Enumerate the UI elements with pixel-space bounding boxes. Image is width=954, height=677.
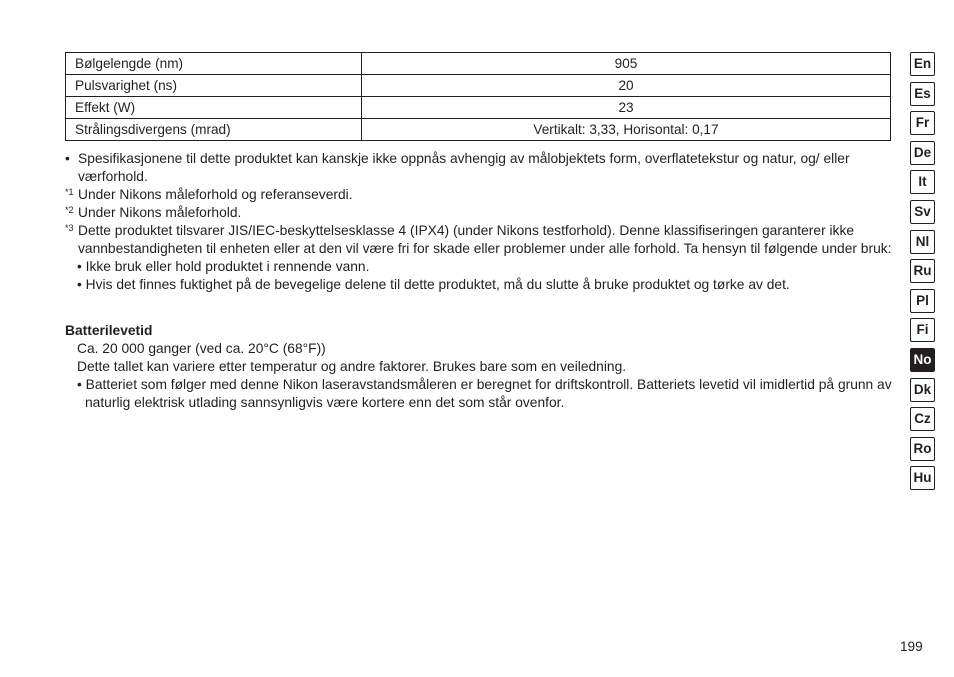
battery-heading: Batterilevetid [65, 323, 153, 338]
spec-value: 20 [362, 75, 891, 97]
footnote-3-sub-2: • Hvis det finnes fuktighet på de bevegelige delene til dette produktet, må du slutte å bruke produktet og tørke av det. [77, 277, 790, 292]
tab-es[interactable]: Es [910, 82, 935, 106]
footnote-1 [63, 186, 893, 204]
tab-ro[interactable]: Ro [910, 437, 935, 461]
footnote-mark: *3 [65, 223, 74, 233]
footnote-mark: *2 [65, 205, 74, 215]
spec-table [65, 52, 891, 141]
note-main [63, 150, 893, 186]
bullet-mark: • [65, 151, 70, 166]
footnote-2 [63, 204, 893, 222]
table-row [66, 53, 891, 75]
tab-ru[interactable]: Ru [910, 259, 935, 283]
spec-value: 23 [362, 97, 891, 119]
spec-label: Strålingsdivergens (mrad) [66, 119, 362, 141]
battery-section [65, 322, 895, 412]
battery-line-1: Ca. 20 000 ganger (ved ca. 20°C (68°F)) [77, 341, 326, 356]
footnote-text: Under Nikons måleforhold. [78, 205, 242, 220]
language-tabs [910, 52, 935, 496]
tab-pl[interactable]: Pl [910, 289, 935, 313]
page-number: 199 [900, 639, 923, 654]
table-row [66, 119, 891, 141]
footnote-3-sub-1: • Ikke bruk eller hold produktet i rennende vann. [77, 259, 370, 274]
tab-fi[interactable]: Fi [910, 318, 935, 342]
tab-fr[interactable]: Fr [910, 111, 935, 135]
tab-sv[interactable]: Sv [910, 200, 935, 224]
battery-bullet: • Batteriet som følger med denne Nikon laseravstandsmåleren er beregnet for driftskontroll. Batteriets levetid vil imidlertid på grunn av naturlig elektrisk utlading sannsynligvis være kortere enn det som står ovenfor. [77, 377, 892, 410]
footnote-3 [63, 222, 893, 258]
table-row [66, 75, 891, 97]
tab-cz[interactable]: Cz [910, 407, 935, 431]
tab-dk[interactable]: Dk [910, 378, 935, 402]
spec-label: Pulsvarighet (ns) [66, 75, 362, 97]
spec-label: Bølgelengde (nm) [66, 53, 362, 75]
spec-label: Effekt (W) [66, 97, 362, 119]
tab-de[interactable]: De [910, 141, 935, 165]
tab-en[interactable]: En [910, 52, 935, 76]
spec-value: Vertikalt: 3,33, Horisontal: 0,17 [362, 119, 891, 141]
note-main-text: Spesifikasjonene til dette produktet kan kanskje ikke oppnås avhengig av målobjektets form, overflatetekstur og natur, og/ eller værforhold. [78, 151, 850, 184]
spec-value: 905 [362, 53, 891, 75]
tab-nl[interactable]: Nl [910, 230, 935, 254]
tab-no[interactable]: No [910, 348, 935, 372]
battery-line-2: Dette tallet kan variere etter temperatur og andre faktorer. Brukes bare som en veiledning. [77, 359, 627, 374]
footnote-text: Under Nikons måleforhold og referanseverdi. [78, 187, 353, 202]
footnote-mark: *1 [65, 187, 74, 197]
tab-it[interactable]: It [910, 170, 935, 194]
table-row [66, 97, 891, 119]
tab-hu[interactable]: Hu [910, 466, 935, 490]
spec-notes [63, 150, 893, 294]
footnote-text: Dette produktet tilsvarer JIS/IEC-beskyttelsesklasse 4 (IPX4) (under Nikons testforhold). Denne klassifiseringen garanterer ikke vannbestandigheten til enheten eller at den vil være fri for skade eller problemer under alle forhold. Ta hensyn til følgende under bruk: [78, 223, 892, 256]
